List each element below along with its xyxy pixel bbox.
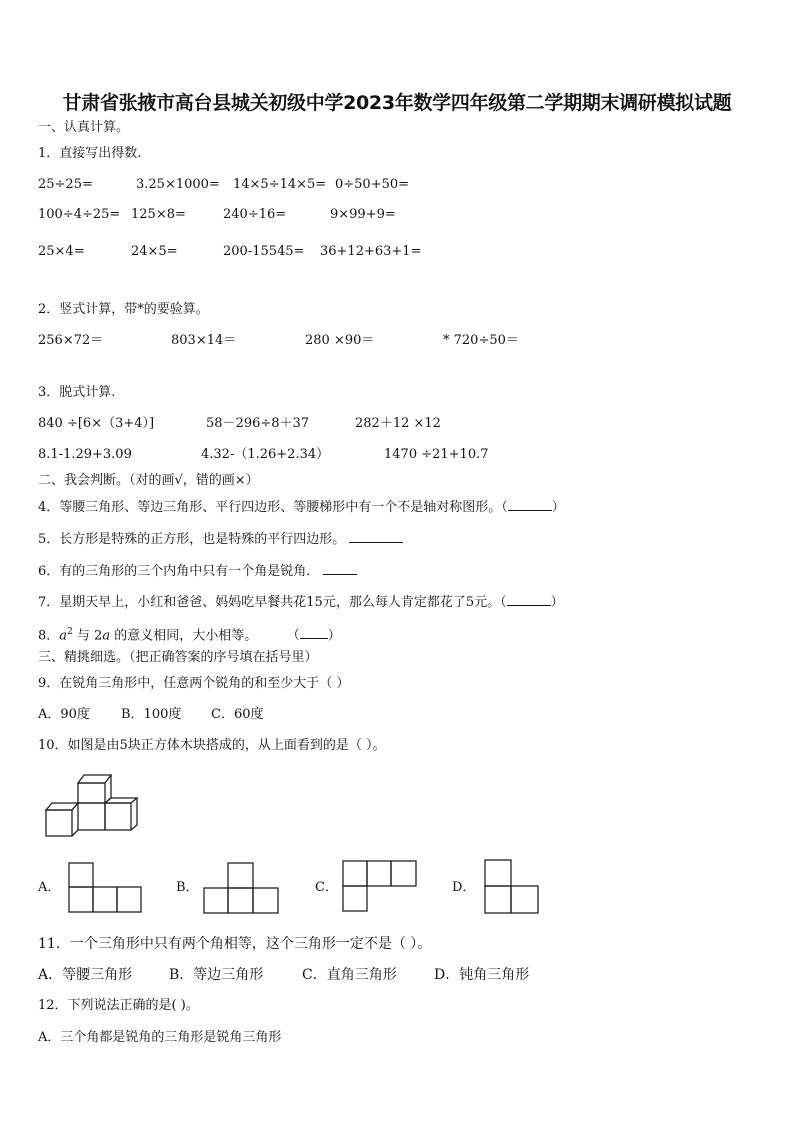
section-heading-3: 三、精挑细选。（把正确答案的序号填在括号里） bbox=[38, 650, 318, 665]
calc-item: 240÷16= bbox=[223, 207, 287, 222]
judge-question-8 bbox=[38, 624, 341, 644]
choice-question-12: 12．下列说法正确的是( )。 bbox=[38, 998, 199, 1013]
option-d-figure[interactable] bbox=[484, 859, 540, 915]
answer-blank[interactable] bbox=[507, 593, 551, 606]
question-1-label: 1．直接写出得数. bbox=[38, 146, 142, 161]
choice-question-9: 9．在锐角三角形中，任意两个锐角的和至少大于（ ） bbox=[38, 676, 350, 691]
question-number: 8． bbox=[38, 628, 60, 644]
variable-a: a bbox=[59, 628, 68, 644]
option-b[interactable]: B． bbox=[176, 880, 199, 895]
stepwise-calc-item: 8.1-1.29+3.09 bbox=[38, 447, 132, 462]
calc-item: 200-15545= bbox=[223, 244, 305, 259]
close-paren: ） bbox=[551, 500, 565, 515]
answer-blank[interactable] bbox=[508, 498, 552, 511]
question-text: 的意义相同，大小相等。 bbox=[110, 628, 258, 644]
question-text: 6．有的三角形的三个内角中只有一个角是锐角． bbox=[38, 564, 320, 579]
section-heading-2: 二、我会判断。（对的画√，错的画×） bbox=[38, 473, 259, 488]
open-paren: （ bbox=[293, 628, 300, 644]
judge-question-7 bbox=[38, 593, 564, 611]
page-title: 甘肃省张掖市高台县城关初级中学2023年数学四年级第二学期期末调研模拟试题 bbox=[62, 92, 732, 114]
calc-item: 25÷25= bbox=[38, 177, 93, 192]
answer-blank[interactable] bbox=[349, 530, 403, 543]
vertical-calc-item: 803×14＝ bbox=[171, 333, 237, 348]
option-c[interactable]: C． bbox=[315, 880, 338, 895]
option-a[interactable]: A． bbox=[38, 880, 61, 895]
calc-item: 9×99+9= bbox=[330, 207, 396, 222]
question-3-label: 3．脱式计算. bbox=[38, 385, 116, 400]
calc-item: 24×5= bbox=[131, 244, 178, 259]
option-a[interactable]: A．等腰三角形 bbox=[38, 967, 133, 983]
option-c[interactable]: C．60度 bbox=[211, 707, 264, 722]
choice-question-11: 11．一个三角形中只有两个角相等，这个三角形一定不是（ ）。 bbox=[38, 936, 432, 952]
option-d[interactable]: D．钝角三角形 bbox=[434, 967, 530, 983]
calc-item: 100÷4÷25= bbox=[38, 207, 121, 222]
option-d[interactable]: D． bbox=[452, 880, 476, 895]
question-text: 7．星期天早上，小红和爸爸、妈妈吃早餐共花15元，那么每人肯定都花了5元。（ bbox=[38, 595, 507, 610]
judge-question-4 bbox=[38, 498, 565, 516]
calc-item: 125×8= bbox=[131, 207, 186, 222]
option-b[interactable]: B．100度 bbox=[121, 707, 182, 722]
exponent: 2 bbox=[67, 627, 73, 637]
close-paren: ） bbox=[550, 595, 564, 610]
option-c-figure[interactable] bbox=[342, 860, 418, 913]
question-text: 4．等腰三角形、等边三角形、平行四边形、等腰梯形中有一个不是轴对称图形。（ bbox=[38, 500, 508, 515]
calc-item: 36+12+63+1= bbox=[320, 244, 422, 259]
calc-item: 14×5÷14×5= bbox=[233, 177, 327, 192]
calc-item: 3.25×1000= bbox=[136, 177, 220, 192]
option-a-figure[interactable] bbox=[68, 862, 142, 914]
judge-question-5 bbox=[38, 530, 403, 548]
cubes-figure bbox=[40, 770, 145, 840]
choice-question-10: 10．如图是由5块正方体木块搭成的，从上面看到的是（ ）。 bbox=[38, 738, 386, 753]
option-a[interactable]: A．三个角都是锐角的三角形是锐角三角形 bbox=[38, 1030, 282, 1045]
variable-a: a bbox=[102, 628, 111, 644]
answer-blank[interactable] bbox=[300, 626, 328, 639]
question-text: 5．长方形是特殊的正方形，也是特殊的平行四边形。 bbox=[38, 532, 346, 547]
option-a[interactable]: A．90度 bbox=[38, 707, 90, 722]
vertical-calc-item: 280 ×90＝ bbox=[305, 333, 375, 348]
stepwise-calc-item: 840 ÷[6×（3+4）] bbox=[38, 416, 155, 431]
stepwise-calc-item: 4.32-（1.26+2.34） bbox=[201, 447, 330, 462]
answer-blank[interactable] bbox=[323, 562, 357, 575]
stepwise-calc-item: 1470 ÷21+10.7 bbox=[384, 447, 489, 462]
close-paren: ） bbox=[327, 628, 341, 644]
question-text: 与 2 bbox=[72, 628, 103, 644]
calc-item: 25×4= bbox=[38, 244, 85, 259]
option-b-figure[interactable] bbox=[203, 862, 279, 915]
option-b[interactable]: B．等边三角形 bbox=[169, 967, 264, 983]
calc-item: 0÷50+50= bbox=[335, 177, 410, 192]
vertical-calc-item: * 720÷50＝ bbox=[443, 333, 519, 348]
section-heading-1: 一、认真计算。 bbox=[38, 120, 130, 135]
judge-question-6 bbox=[38, 562, 357, 580]
option-c[interactable]: C．直角三角形 bbox=[302, 967, 397, 983]
stepwise-calc-item: 58－296÷8＋37 bbox=[206, 416, 310, 431]
question-2-label: 2．竖式计算，带*的要验算。 bbox=[38, 302, 209, 317]
stepwise-calc-item: 282＋12 ×12 bbox=[355, 416, 441, 431]
vertical-calc-item: 256×72＝ bbox=[38, 333, 104, 348]
